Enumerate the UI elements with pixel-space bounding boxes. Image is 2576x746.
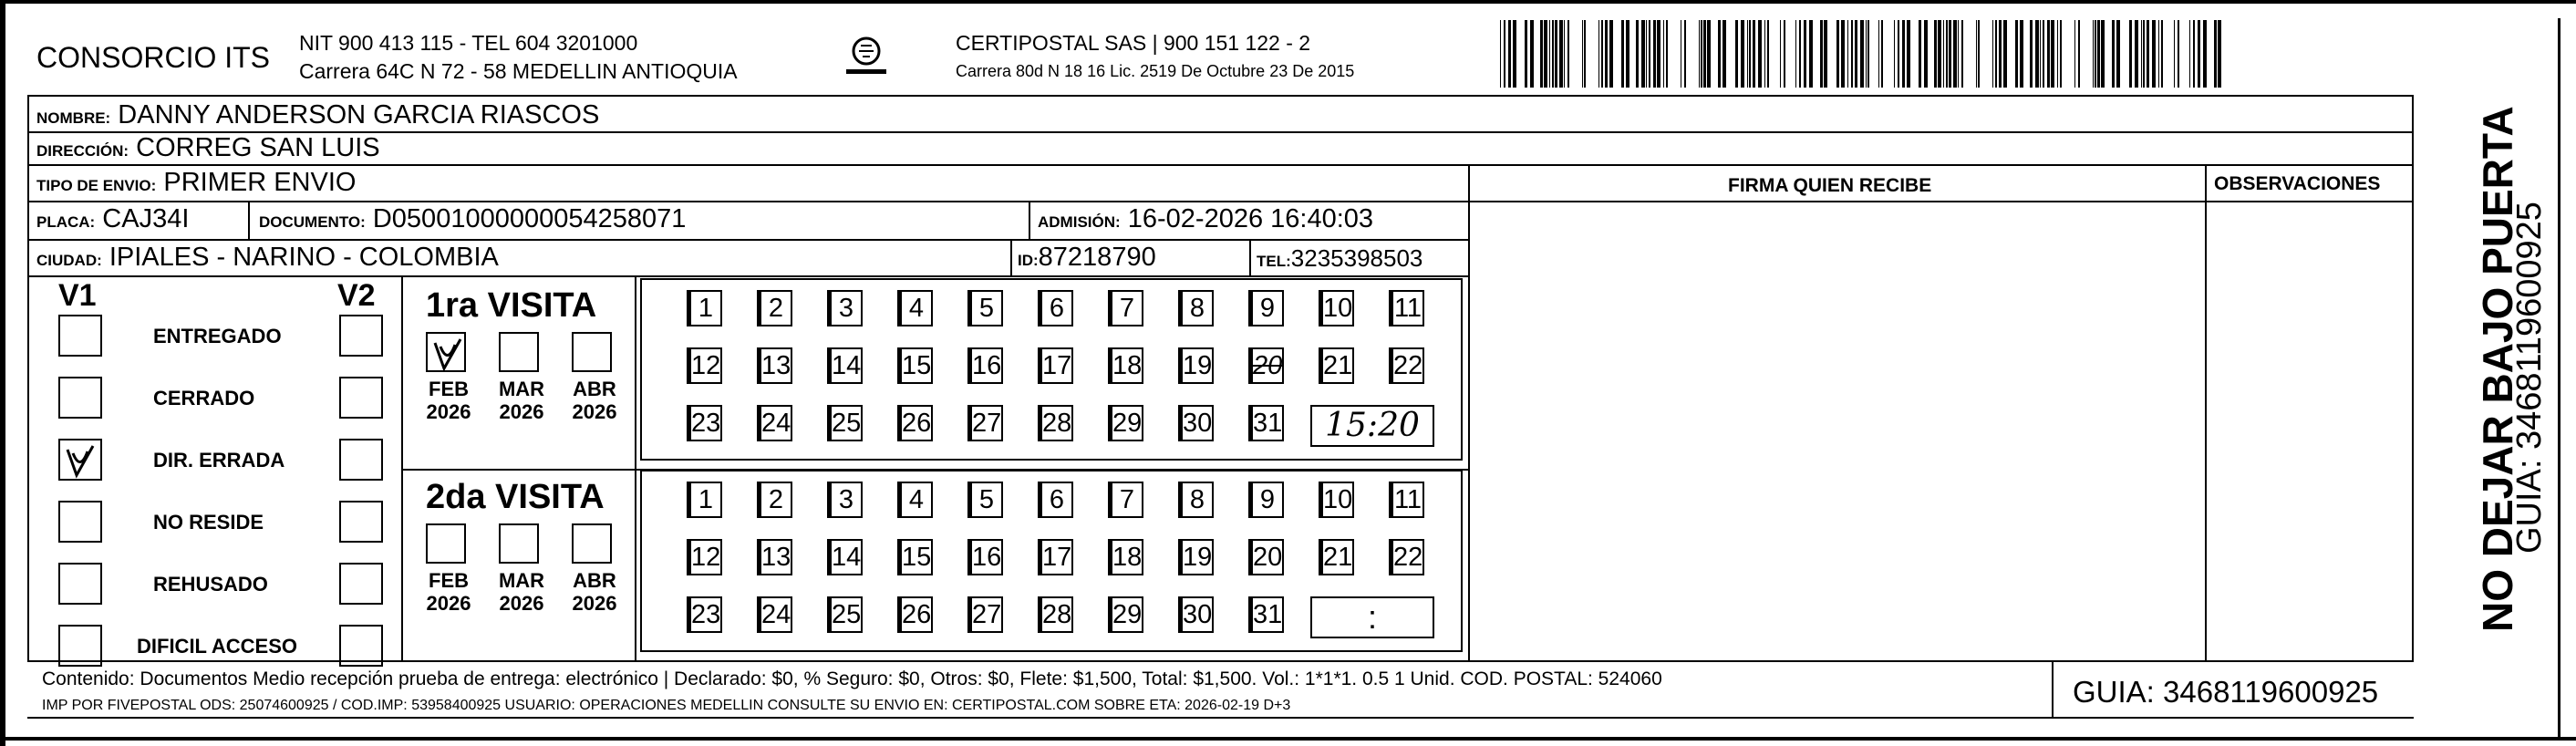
day-box[interactable]: 9	[1251, 482, 1284, 518]
day-box[interactable]: 30	[1181, 405, 1214, 441]
day-box[interactable]: 26	[900, 596, 933, 633]
month-label	[495, 378, 548, 424]
day-box[interactable]: 26	[900, 405, 933, 441]
month-name: FEB	[429, 569, 469, 592]
month-label	[422, 378, 475, 424]
ciudad-value: IPIALES - NARINO - COLOMBIA	[109, 243, 499, 272]
status-option-label: DIFICIL ACCESO	[137, 635, 298, 658]
status-option-label: NO RESIDE	[153, 511, 264, 534]
observaciones-header: OBSERVACIONES	[2214, 173, 2381, 194]
day-box[interactable]: 23	[689, 405, 722, 441]
month-year: 2026	[572, 592, 617, 616]
day-box[interactable]: 14	[830, 539, 863, 575]
month-year: 2026	[426, 592, 471, 616]
documento-value: D05001000000054258071	[372, 204, 687, 233]
day-box[interactable]: 20	[1251, 347, 1284, 384]
time-field[interactable]: :	[1310, 596, 1434, 638]
v2-checkbox[interactable]	[339, 439, 383, 481]
status-option-label: DIR. ERRADA	[153, 449, 285, 471]
carrier-address: Carrera 80d N 18 16 Lic. 2519 De Octubre 23 De 2015	[956, 62, 1355, 80]
month-checkbox[interactable]	[572, 523, 612, 564]
day-box[interactable]: 4	[900, 482, 933, 518]
day-box[interactable]: 25	[830, 405, 863, 441]
v1-checkbox[interactable]	[58, 439, 102, 481]
day-box[interactable]: 5	[970, 482, 1003, 518]
nombre-label: NOMBRE:	[36, 109, 111, 127]
day-box[interactable]: 27	[970, 596, 1003, 633]
day-box[interactable]: 18	[1111, 347, 1143, 384]
side-warning: NO DEJAR BAJO PUERTA	[2474, 106, 2521, 632]
direccion-value: CORREG SAN LUIS	[136, 133, 380, 162]
day-box[interactable]: 17	[1040, 347, 1073, 384]
month-name: FEB	[429, 378, 469, 400]
month-name: ABR	[573, 378, 616, 400]
day-box[interactable]: 15	[900, 347, 933, 384]
left-border	[0, 0, 5, 746]
documento-label: DOCUMENTO:	[259, 213, 366, 231]
day-box[interactable]: 29	[1111, 405, 1143, 441]
v2-checkbox[interactable]	[339, 377, 383, 419]
day-box[interactable]: 20	[1251, 539, 1284, 575]
v1-checkbox[interactable]	[58, 563, 102, 605]
day-box[interactable]: 2	[760, 290, 792, 326]
day-box[interactable]: 14	[830, 347, 863, 384]
month-label	[568, 569, 621, 616]
day-box[interactable]: 7	[1111, 482, 1143, 518]
id-value: 87218790	[1038, 243, 1156, 272]
placa-value: CAJ34I	[102, 204, 190, 233]
status-option-label: ENTREGADO	[153, 325, 282, 347]
day-box[interactable]: 30	[1181, 596, 1214, 633]
day-box[interactable]: 9	[1251, 290, 1284, 326]
second-visit-title: 2da VISITA	[426, 478, 605, 516]
company-address: Carrera 64C N 72 - 58 MEDELLIN ANTIOQUIA	[299, 59, 738, 83]
barcode	[1500, 20, 2234, 88]
day-box[interactable]: 3	[830, 482, 863, 518]
tel-value: 3235398503	[1290, 244, 1423, 272]
day-box[interactable]: 21	[1321, 347, 1354, 384]
day-box[interactable]: 2	[760, 482, 792, 518]
month-year: 2026	[426, 400, 471, 424]
day-box[interactable]: 15	[900, 539, 933, 575]
day-box[interactable]: 19	[1181, 539, 1214, 575]
day-box[interactable]: 10	[1321, 290, 1354, 326]
right-border	[2558, 18, 2560, 739]
day-box[interactable]: 8	[1181, 290, 1214, 326]
day-box[interactable]: 16	[970, 347, 1003, 384]
month-checkbox[interactable]	[572, 332, 612, 372]
direccion-label: DIRECCIÓN:	[36, 142, 129, 160]
day-box[interactable]: 3	[830, 290, 863, 326]
day-box[interactable]: 19	[1181, 347, 1214, 384]
v1-checkbox[interactable]	[58, 501, 102, 543]
ciudad-label: CIUDAD:	[36, 252, 102, 269]
bottom-border	[0, 737, 2576, 741]
day-box[interactable]: 5	[970, 290, 1003, 326]
month-label	[422, 569, 475, 616]
day-box[interactable]: 7	[1111, 290, 1143, 326]
tel-label: TEL:	[1257, 253, 1291, 270]
day-box[interactable]: 28	[1040, 405, 1073, 441]
month-name: MAR	[498, 378, 545, 400]
day-box[interactable]: 6	[1040, 290, 1073, 326]
v1-checkbox[interactable]	[58, 377, 102, 419]
day-box[interactable]: 24	[760, 405, 792, 441]
day-box[interactable]: 11	[1391, 290, 1424, 326]
month-year: 2026	[499, 592, 544, 616]
day-box[interactable]: 10	[1321, 482, 1354, 518]
admision-value: 16-02-2026 16:40:03	[1127, 204, 1374, 233]
month-checkbox[interactable]	[426, 332, 466, 372]
company-name: CONSORCIO ITS	[36, 41, 271, 74]
tipo-envio-value: PRIMER ENVIO	[163, 168, 357, 197]
company-nit: NIT 900 413 115 - TEL 604 3201000	[299, 31, 638, 55]
day-box[interactable]: 29	[1111, 596, 1143, 633]
month-checkbox[interactable]	[499, 523, 539, 564]
v2-checkbox[interactable]	[339, 501, 383, 543]
first-visit-title: 1ra VISITA	[426, 286, 597, 325]
day-box[interactable]: 25	[830, 596, 863, 633]
day-box[interactable]: 17	[1040, 539, 1073, 575]
placa-label: PLACA:	[36, 213, 96, 231]
day-box[interactable]: 6	[1040, 482, 1073, 518]
day-box[interactable]: 22	[1391, 539, 1424, 575]
carrier-name: CERTIPOSTAL SAS | 900 151 122 - 2	[956, 31, 1311, 55]
status-option-label: CERRADO	[153, 387, 255, 409]
month-year: 2026	[572, 400, 617, 424]
firma-header: FIRMA QUIEN RECIBE	[1728, 175, 1932, 196]
day-box[interactable]: 22	[1391, 347, 1424, 384]
day-box[interactable]: 12	[689, 539, 722, 575]
day-box[interactable]: 18	[1111, 539, 1143, 575]
footer-guia: GUIA: 3468119600925	[2073, 675, 2379, 709]
nombre-value: DANNY ANDERSON GARCIA RIASCOS	[118, 100, 600, 130]
certipostal-logo-icon	[839, 35, 894, 80]
month-checkbox[interactable]	[426, 523, 466, 564]
day-box[interactable]: 31	[1251, 405, 1284, 441]
admision-label: ADMISIÓN:	[1038, 213, 1121, 231]
footer-print-info: IMP POR FIVEPOSTAL ODS: 25074600925 / COD.IMP: 53958400925 USUARIO: OPERACIONES MEDELLIN CONSULTE SU ENVIO EN: CERTIPOSTAL.COM SOBRE ETA: 2026-02-19 D+3	[42, 698, 1291, 713]
day-box[interactable]: 27	[970, 405, 1003, 441]
day-box[interactable]: 1	[689, 290, 722, 326]
month-label	[568, 378, 621, 424]
side-guia: GUIA: 3468119600925	[2510, 202, 2549, 554]
day-box[interactable]: 31	[1251, 596, 1284, 633]
month-checkbox[interactable]	[499, 332, 539, 372]
month-year: 2026	[499, 400, 544, 424]
day-box[interactable]: 8	[1181, 482, 1214, 518]
day-box[interactable]: 16	[970, 539, 1003, 575]
day-box[interactable]: 13	[760, 539, 792, 575]
day-box[interactable]: 1	[689, 482, 722, 518]
id-label: ID:	[1018, 252, 1039, 269]
footer-content: Contenido: Documentos Medio recepción prueba de entrega: electrónico | Declarado: $0, % Seguro: $0, Otros: $0, Flete: $1,500, Total: $1,500. Vol.: 1*1*1. 0.5 1 Unid. COD. POSTAL: 524060	[42, 668, 1662, 689]
day-box[interactable]: 23	[689, 596, 722, 633]
month-name: MAR	[498, 569, 545, 592]
day-box[interactable]: 28	[1040, 596, 1073, 633]
day-box[interactable]: 13	[760, 347, 792, 384]
status-option-label: REHUSADO	[153, 573, 268, 596]
v2-checkbox[interactable]	[339, 315, 383, 357]
tipo-envio-label: TIPO DE ENVIO:	[36, 177, 157, 194]
day-box[interactable]: 12	[689, 347, 722, 384]
month-label	[495, 569, 548, 616]
v1-checkbox[interactable]	[58, 315, 102, 357]
v2-checkbox[interactable]	[339, 563, 383, 605]
v2-label: V2	[337, 278, 376, 313]
month-name: ABR	[573, 569, 616, 592]
day-box[interactable]: 4	[900, 290, 933, 326]
day-box[interactable]: 21	[1321, 539, 1354, 575]
day-box[interactable]: 11	[1391, 482, 1424, 518]
v1-label: V1	[58, 278, 97, 313]
day-box[interactable]: 24	[760, 596, 792, 633]
time-field[interactable]: 15:20	[1310, 405, 1434, 447]
